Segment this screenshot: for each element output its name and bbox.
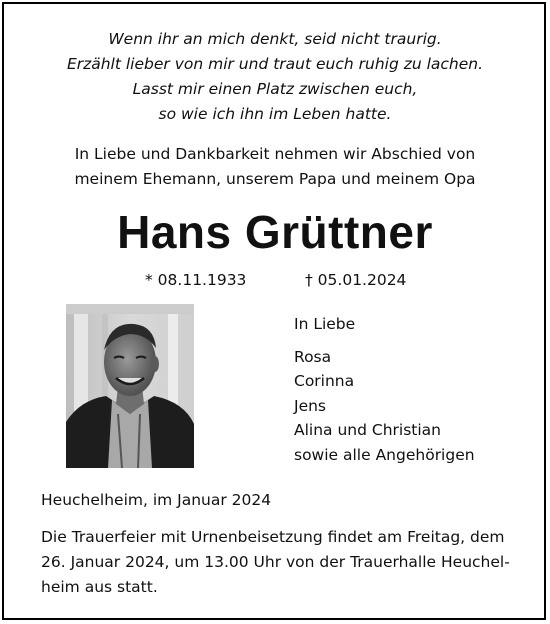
notice-line: 26. Januar 2024, um 13.00 Uhr von der Trauerhalle Heuchel-	[41, 553, 510, 571]
portrait-photo	[66, 304, 194, 468]
place-date: Heuchelheim, im Januar 2024	[41, 491, 272, 509]
deceased-name: Hans Grüttner	[117, 206, 433, 258]
poem-line: Wenn ihr an mich denkt, seid nicht traurig.	[108, 30, 442, 48]
family-member: Alina und Christian	[294, 421, 441, 439]
family-member: Jens	[294, 396, 327, 415]
family-member: Corinna	[294, 372, 355, 390]
poem-line: Erzählt lieber von mir und traut euch ruhig zu lachen.	[66, 55, 484, 73]
poem-line: Lasst mir einen Platz zwischen euch,	[132, 80, 418, 98]
birth-date: * 08.11.1933	[145, 271, 247, 289]
family-list	[294, 312, 475, 467]
farewell-intro	[0, 142, 550, 192]
intro-line: meinem Ehemann, unserem Papa und meinem Opa	[74, 170, 476, 188]
death-date: † 05.01.2024	[305, 271, 407, 289]
family-heading: In Liebe	[294, 315, 356, 333]
notice-line: Die Trauerfeier mit Urnenbeisetzung findet am Freitag, dem	[41, 528, 505, 546]
intro-line: In Liebe und Dankbarkeit nehmen wir Abschied von	[74, 145, 476, 163]
family-member: Rosa	[294, 347, 332, 366]
notice-line: heim aus statt.	[41, 578, 158, 596]
family-member: sowie alle Angehörigen	[294, 445, 475, 464]
poem	[0, 27, 550, 127]
poem-line: so wie ich ihn im Leben hatte.	[158, 105, 392, 123]
funeral-notice	[41, 525, 511, 600]
